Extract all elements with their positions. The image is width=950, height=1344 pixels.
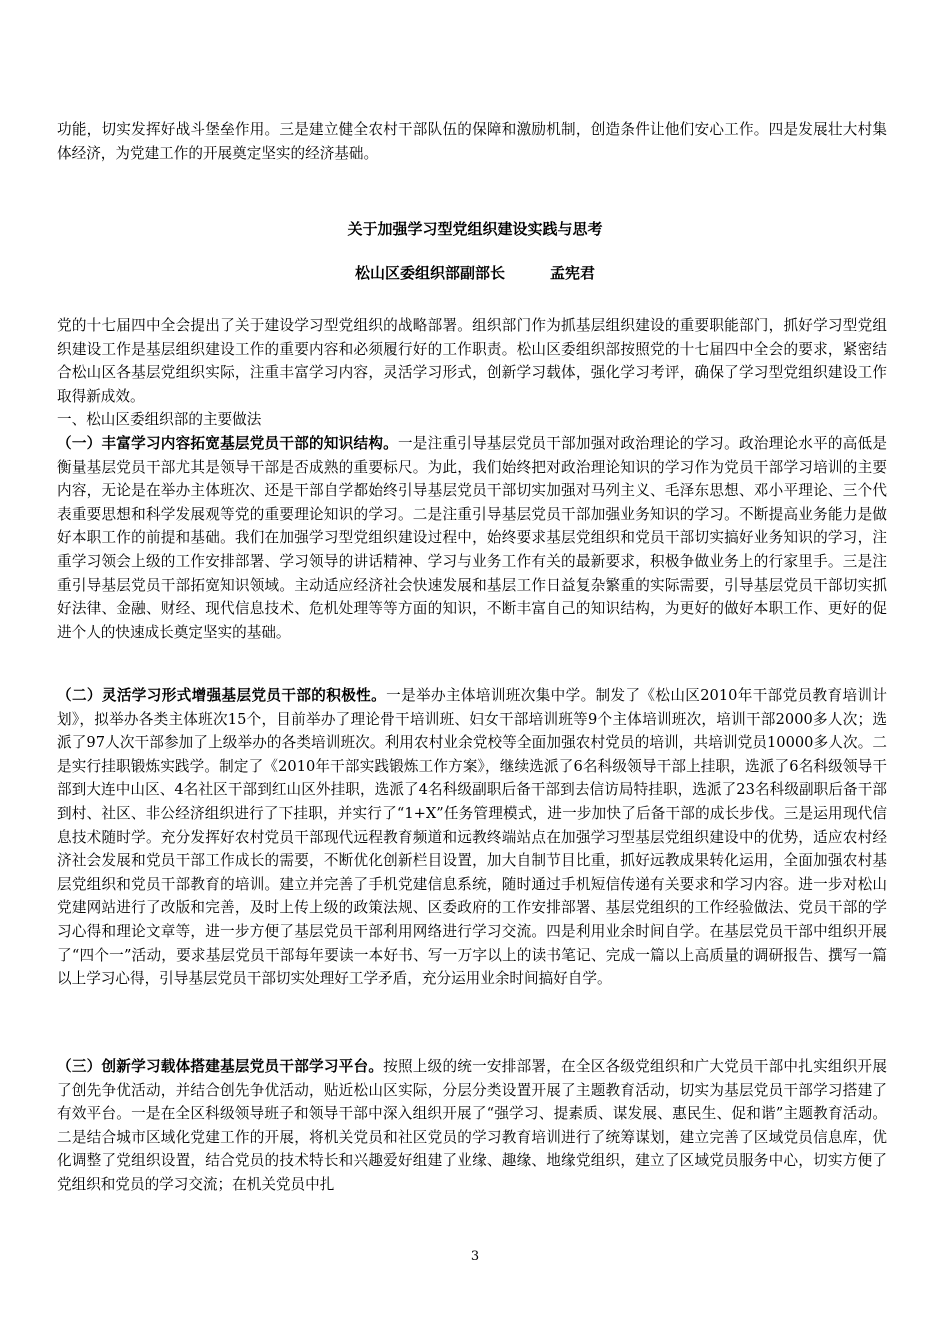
item-1-heading: （一）丰富学习内容拓宽基层党员干部的知识结构。 (57, 435, 398, 452)
item-2-heading: （二）灵活学习形式增强基层党员干部的积极性。 (57, 687, 387, 704)
item-3-paragraph (57, 1055, 887, 1197)
article-title: 关于加强学习型党组织建设实践与思考 (347, 220, 603, 238)
item-2-paragraph (57, 684, 887, 991)
item-3-heading: （三）创新学习载体搭建基层党员干部学习平台。 (57, 1058, 384, 1075)
intro-paragraph: 功能，切实发挥好战斗堡垒作用。三是建立健全农村干部队伍的保障和激励机制，创造条件让他们安心工作。四是发展壮大村集体经济，为党建工作的开展奠定坚实的经济基础。 (57, 121, 887, 162)
item-1-body: 一是注重引导基层党员干部加强对政治理论的学习。政治理论水平的高低是衡量基层党员干部尤其是领导干部是否成熟的重要标尺。为此，我们始终把对政治理论知识的学习作为党员干部学习培训的主要内容，无论是在举办主体班次、还是干部自学都始终引导基层党员干部切实加强对马列主义、毛泽东思想、邓小平理论、三个代表重要思想和科学发展观等党的重要理论知识的学习。二是注重引导基层党员干部加强业务知识的学习。不断提高业务能力是做好本职工作的前提和基础。我们在加强学习型党组织建设过程中，始终要求基层党组织和党员干部切实搞好业务知识的学习，注重学习领会上级的工作安排部署、学习领导的讲话精神、学习与业务工作有关的最新要求，积极争做业务上的行家里手。三是注重引导基层党员干部拓宽知识领域。主动适应经济社会快速发展和基层工作日益复杂繁重的实际需要，引导基层党员干部切实抓好法律、金融、财经、现代信息技术、危机处理等等方面的知识，不断丰富自己的知识结构，为更好的做好本职工作、更好的促进个人的快速成长奠定坚实的基础。 (57, 435, 887, 641)
item-2-body: 一是举办主体培训班次集中学。制发了《松山区2010年干部党员教育培训计划》，拟举办各类主体班次15个，目前举办了理论骨干培训班、妇女干部培训班等9个主体培训班次，培训干部2000多人次；选派了97人次干部参加了上级举办的各类培训班次。利用农村业余党校等全面加强农村党员的培训，共培训党员10000多人次。二是实行挂职锻炼实践学。制定了《2010年干部实践锻炼工作方案》，继续选派了6名科级领导干部上挂职，选派了6名科级领导干部到大连中山区、4名社区干部到红山区外挂职，选派了4名科级副职后备干部到去信访局特挂职，选派了23名科级副职后备干部到村、社区、非公经济组织进行了下挂职，并实行了“1+X”任务管理模式，进一步加快了后备干部的成长步伐。三是运用现代信息技术随时学。充分发挥好农村党员干部现代远程教育频道和远教终端站点在加强学习型基层党组织建设中的优势，适应农村经济社会发展和党员干部工作成长的需要，不断优化创新栏目设置，加大自制节目比重，抓好远教成果转化运用，全面加强农村基层党组织和党员干部教育的培训。建立并完善了手机党建信息系统，随时通过手机短信传递有关要求和学习内容。进一步对松山党建网站进行了改版和完善，及时上传上级的政策法规、区委政府的工作安排部署、基层党组织的工作经验做法、党员干部的学习心得和理论文章等，进一步方便了基层党员干部利用网络进行学习交流。四是利用业余时间自学。在基层党员干部中组织开展了“四个一”活动，要求基层党员干部每年要读一本好书、写一万字以上的读书笔记、完成一篇以上高质量的调研报告、撰写一篇以上学习心得，引导基层党员干部切实处理好工学矛盾，充分运用业余时间搞好自学。 (57, 687, 887, 988)
section-heading: 一、松山区委组织部的主要做法 (57, 411, 262, 428)
item-1-paragraph (57, 432, 887, 644)
opening-paragraph: 党的十七届四中全会提出了关于建设学习型党组织的战略部署。组织部门作为抓基层组织建设的重要职能部门，抓好学习型党组织建设工作是基层组织建设工作的重要内容和必须履行好的工作职责。松山区委组织部按照党的十七届四中全会的要求，紧密结合松山区各基层党组织实际，注重丰富学习内容，灵活学习形式，创新学习载体，强化学习考评，确保了学习型党组织建设工作取得新成效。 (57, 317, 887, 405)
item-3-body: 按照上级的统一安排部署，在全区各级党组织和广大党员干部中扎实组织开展了创先争优活动，并结合创先争优活动，贴近松山区实际，分层分类设置开展了主题教育活动，切实为基层党员干部学习搭建了有效平台。一是在全区科级领导班子和领导干部中深入组织开展了“强学习、提素质、谋发展、惠民生、促和谐”主题教育活动。二是结合城市区域化党建工作的开展，将机关党员和社区党员的学习教育培训进行了统筹谋划，建立完善了区域党员信息库，优化调整了党组织设置，结合党员的技术特长和兴趣爱好组建了业缘、趣缘、地缘党组织，建立了区域党员服务中心，切实方便了党组织和党员的学习交流；在机关党员中扎 (57, 1058, 887, 1193)
author-line: 松山区委组织部副部长 孟宪君 (354, 264, 595, 282)
page-number: 3 (470, 1249, 480, 1264)
